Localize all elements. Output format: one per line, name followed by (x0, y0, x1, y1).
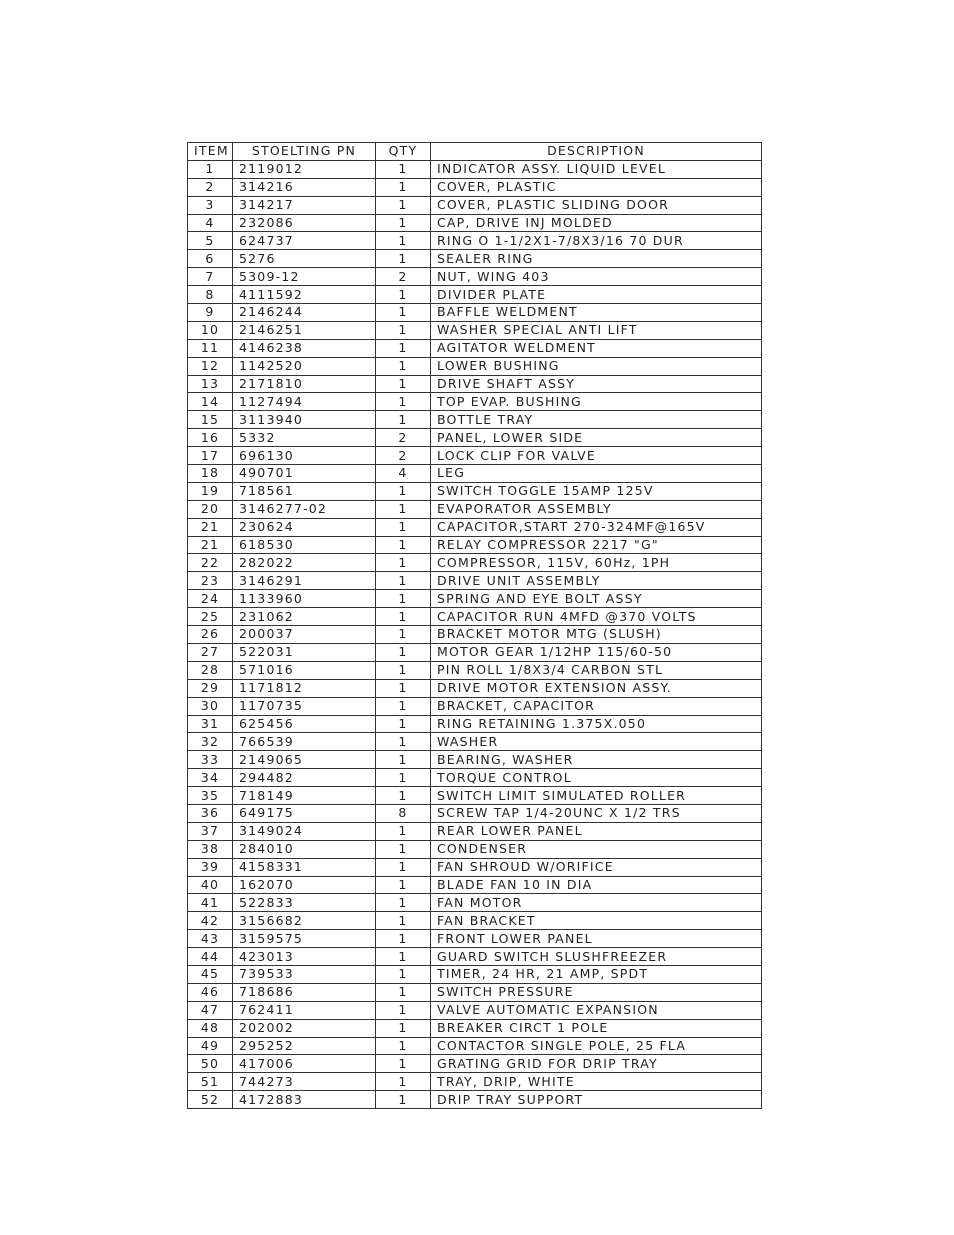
item-number-cell: 2 (188, 178, 233, 196)
quantity-cell: 1 (376, 232, 431, 250)
part-number-cell: 5332 (233, 429, 376, 447)
quantity-cell: 1 (376, 751, 431, 769)
description-cell: RELAY COMPRESSOR 2217 "G" (431, 536, 762, 554)
description-cell: TIMER, 24 HR, 21 AMP, SPDT (431, 965, 762, 983)
table-row (188, 912, 762, 930)
table-row (188, 375, 762, 393)
quantity-cell: 1 (376, 321, 431, 339)
part-number-cell: 314216 (233, 178, 376, 196)
table-row (188, 769, 762, 787)
description-cell: WASHER SPECIAL ANTI LIFT (431, 321, 762, 339)
item-number-cell: 9 (188, 304, 233, 322)
item-number-cell: 23 (188, 572, 233, 590)
table-row (188, 482, 762, 500)
part-number-cell: 522833 (233, 894, 376, 912)
item-number-cell: 13 (188, 375, 233, 393)
table-row (188, 1055, 762, 1073)
table-row (188, 339, 762, 357)
quantity-cell: 1 (376, 554, 431, 572)
description-cell: DRIP TRAY SUPPORT (431, 1091, 762, 1109)
description-cell: CONDENSER (431, 840, 762, 858)
description-cell: DRIVE UNIT ASSEMBLY (431, 572, 762, 590)
table-row (188, 268, 762, 286)
description-cell: WASHER (431, 733, 762, 751)
item-number-cell: 17 (188, 447, 233, 465)
part-number-cell: 282022 (233, 554, 376, 572)
part-number-cell: 4158331 (233, 858, 376, 876)
description-cell: CAP, DRIVE INJ MOLDED (431, 214, 762, 232)
description-cell: SEALER RING (431, 250, 762, 268)
description-cell: COVER, PLASTIC SLIDING DOOR (431, 196, 762, 214)
table-row (188, 357, 762, 375)
header-qty: QTY (376, 143, 431, 161)
table-row (188, 894, 762, 912)
description-cell: COMPRESSOR, 115V, 60Hz, 1PH (431, 554, 762, 572)
table-row (188, 429, 762, 447)
item-number-cell: 51 (188, 1073, 233, 1091)
table-row (188, 1073, 762, 1091)
part-number-cell: 3156682 (233, 912, 376, 930)
part-number-cell: 5309-12 (233, 268, 376, 286)
item-number-cell: 16 (188, 429, 233, 447)
item-number-cell: 11 (188, 339, 233, 357)
description-cell: SWITCH PRESSURE (431, 983, 762, 1001)
item-number-cell: 19 (188, 482, 233, 500)
item-number-cell: 25 (188, 608, 233, 626)
part-number-cell: 231062 (233, 608, 376, 626)
quantity-cell: 1 (376, 393, 431, 411)
part-number-cell: 624737 (233, 232, 376, 250)
table-row (188, 1037, 762, 1055)
part-number-cell: 295252 (233, 1037, 376, 1055)
item-number-cell: 45 (188, 965, 233, 983)
description-cell: SCREW TAP 1/4-20UNC X 1/2 TRS (431, 804, 762, 822)
quantity-cell: 1 (376, 518, 431, 536)
quantity-cell: 1 (376, 1001, 431, 1019)
item-number-cell: 4 (188, 214, 233, 232)
description-cell: PIN ROLL 1/8X3/4 CARBON STL (431, 661, 762, 679)
item-number-cell: 29 (188, 679, 233, 697)
quantity-cell: 1 (376, 948, 431, 966)
part-number-cell: 3149024 (233, 822, 376, 840)
quantity-cell: 1 (376, 894, 431, 912)
item-number-cell: 3 (188, 196, 233, 214)
part-number-cell: 618530 (233, 536, 376, 554)
quantity-cell: 8 (376, 804, 431, 822)
table-row (188, 1019, 762, 1037)
part-number-cell: 5276 (233, 250, 376, 268)
item-number-cell: 14 (188, 393, 233, 411)
quantity-cell: 1 (376, 572, 431, 590)
part-number-cell: 718149 (233, 787, 376, 805)
description-cell: REAR LOWER PANEL (431, 822, 762, 840)
quantity-cell: 1 (376, 858, 431, 876)
description-cell: EVAPORATOR ASSEMBLY (431, 500, 762, 518)
item-number-cell: 12 (188, 357, 233, 375)
part-number-cell: 284010 (233, 840, 376, 858)
part-number-cell: 718561 (233, 482, 376, 500)
part-number-cell: 2146244 (233, 304, 376, 322)
description-cell: BOTTLE TRAY (431, 411, 762, 429)
quantity-cell: 1 (376, 304, 431, 322)
description-cell: GRATING GRID FOR DRIP TRAY (431, 1055, 762, 1073)
quantity-cell: 1 (376, 661, 431, 679)
part-number-cell: 522031 (233, 643, 376, 661)
part-number-cell: 3113940 (233, 411, 376, 429)
table-row (188, 286, 762, 304)
table-row (188, 232, 762, 250)
table-row (188, 661, 762, 679)
part-number-cell: 571016 (233, 661, 376, 679)
description-cell: NUT, WING 403 (431, 268, 762, 286)
table-row (188, 196, 762, 214)
table-row (188, 804, 762, 822)
part-number-cell: 1171812 (233, 679, 376, 697)
item-number-cell: 44 (188, 948, 233, 966)
item-number-cell: 24 (188, 590, 233, 608)
description-cell: VALVE AUTOMATIC EXPANSION (431, 1001, 762, 1019)
part-number-cell: 4172883 (233, 1091, 376, 1109)
item-number-cell: 20 (188, 500, 233, 518)
part-number-cell: 3146291 (233, 572, 376, 590)
item-number-cell: 32 (188, 733, 233, 751)
item-number-cell: 36 (188, 804, 233, 822)
table-row (188, 840, 762, 858)
description-cell: FAN BRACKET (431, 912, 762, 930)
description-cell: SPRING AND EYE BOLT ASSY (431, 590, 762, 608)
quantity-cell: 1 (376, 876, 431, 894)
description-cell: BRACKET MOTOR MTG (SLUSH) (431, 626, 762, 644)
part-number-cell: 739533 (233, 965, 376, 983)
part-number-cell: 230624 (233, 518, 376, 536)
table-row (188, 697, 762, 715)
table-row (188, 465, 762, 483)
quantity-cell: 1 (376, 590, 431, 608)
quantity-cell: 1 (376, 643, 431, 661)
item-number-cell: 50 (188, 1055, 233, 1073)
table-row (188, 858, 762, 876)
quantity-cell: 1 (376, 697, 431, 715)
quantity-cell: 1 (376, 1055, 431, 1073)
table-row (188, 787, 762, 805)
item-number-cell: 5 (188, 232, 233, 250)
item-number-cell: 28 (188, 661, 233, 679)
part-number-cell: 200037 (233, 626, 376, 644)
table-row (188, 965, 762, 983)
part-number-cell: 718686 (233, 983, 376, 1001)
item-number-cell: 15 (188, 411, 233, 429)
item-number-cell: 1 (188, 160, 233, 178)
item-number-cell: 27 (188, 643, 233, 661)
table-row (188, 733, 762, 751)
table-body (188, 160, 762, 1108)
item-number-cell: 18 (188, 465, 233, 483)
description-cell: AGITATOR WELDMENT (431, 339, 762, 357)
description-cell: SWITCH LIMIT SIMULATED ROLLER (431, 787, 762, 805)
quantity-cell: 1 (376, 500, 431, 518)
header-item: ITEM (188, 143, 233, 161)
description-cell: FRONT LOWER PANEL (431, 930, 762, 948)
part-number-cell: 162070 (233, 876, 376, 894)
quantity-cell: 2 (376, 268, 431, 286)
item-number-cell: 46 (188, 983, 233, 1001)
description-cell: DIVIDER PLATE (431, 286, 762, 304)
description-cell: BEARING, WASHER (431, 751, 762, 769)
quantity-cell: 2 (376, 447, 431, 465)
quantity-cell: 1 (376, 536, 431, 554)
item-number-cell: 6 (188, 250, 233, 268)
item-number-cell: 40 (188, 876, 233, 894)
description-cell: BLADE FAN 10 IN DIA (431, 876, 762, 894)
item-number-cell: 31 (188, 715, 233, 733)
description-cell: PANEL, LOWER SIDE (431, 429, 762, 447)
quantity-cell: 1 (376, 160, 431, 178)
item-number-cell: 33 (188, 751, 233, 769)
header-stoelting-pn: STOELTING PN (233, 143, 376, 161)
part-number-cell: 232086 (233, 214, 376, 232)
item-number-cell: 34 (188, 769, 233, 787)
table-row (188, 214, 762, 232)
part-number-cell: 649175 (233, 804, 376, 822)
part-number-cell: 294482 (233, 769, 376, 787)
quantity-cell: 1 (376, 840, 431, 858)
description-cell: COVER, PLASTIC (431, 178, 762, 196)
table-row (188, 393, 762, 411)
table-row (188, 1001, 762, 1019)
item-number-cell: 21 (188, 536, 233, 554)
part-number-cell: 4111592 (233, 286, 376, 304)
description-cell: CONTACTOR SINGLE POLE, 25 FLA (431, 1037, 762, 1055)
quantity-cell: 1 (376, 715, 431, 733)
part-number-cell: 490701 (233, 465, 376, 483)
quantity-cell: 1 (376, 733, 431, 751)
part-number-cell: 766539 (233, 733, 376, 751)
description-cell: FAN SHROUD W/ORIFICE (431, 858, 762, 876)
item-number-cell: 37 (188, 822, 233, 840)
description-cell: LOCK CLIP FOR VALVE (431, 447, 762, 465)
part-number-cell: 1142520 (233, 357, 376, 375)
item-number-cell: 38 (188, 840, 233, 858)
quantity-cell: 1 (376, 411, 431, 429)
part-number-cell: 1170735 (233, 697, 376, 715)
table-row (188, 572, 762, 590)
quantity-cell: 1 (376, 679, 431, 697)
table-row (188, 608, 762, 626)
item-number-cell: 47 (188, 1001, 233, 1019)
description-cell: MOTOR GEAR 1/12HP 115/60-50 (431, 643, 762, 661)
part-number-cell: 696130 (233, 447, 376, 465)
description-cell: BRACKET, CAPACITOR (431, 697, 762, 715)
item-number-cell: 41 (188, 894, 233, 912)
part-number-cell: 1133960 (233, 590, 376, 608)
table-row (188, 590, 762, 608)
item-number-cell: 42 (188, 912, 233, 930)
quantity-cell: 1 (376, 930, 431, 948)
description-cell: TRAY, DRIP, WHITE (431, 1073, 762, 1091)
description-cell: DRIVE MOTOR EXTENSION ASSY. (431, 679, 762, 697)
quantity-cell: 1 (376, 822, 431, 840)
table-row (188, 715, 762, 733)
part-number-cell: 3146277-02 (233, 500, 376, 518)
item-number-cell: 49 (188, 1037, 233, 1055)
description-cell: RING RETAINING 1.375X.050 (431, 715, 762, 733)
quantity-cell: 1 (376, 912, 431, 930)
item-number-cell: 43 (188, 930, 233, 948)
table-row (188, 321, 762, 339)
part-number-cell: 2146251 (233, 321, 376, 339)
part-number-cell: 4146238 (233, 339, 376, 357)
description-cell: CAPACITOR RUN 4MFD @370 VOLTS (431, 608, 762, 626)
quantity-cell: 1 (376, 375, 431, 393)
table-row (188, 178, 762, 196)
quantity-cell: 1 (376, 357, 431, 375)
description-cell: BAFFLE WELDMENT (431, 304, 762, 322)
part-number-cell: 202002 (233, 1019, 376, 1037)
part-number-cell: 423013 (233, 948, 376, 966)
parts-list-table (187, 142, 762, 1109)
header-row (188, 143, 762, 161)
part-number-cell: 3159575 (233, 930, 376, 948)
table-header (188, 143, 762, 161)
item-number-cell: 48 (188, 1019, 233, 1037)
table-row (188, 679, 762, 697)
item-number-cell: 22 (188, 554, 233, 572)
description-cell: CAPACITOR,START 270-324MF@165V (431, 518, 762, 536)
table-row (188, 411, 762, 429)
description-cell: LEG (431, 465, 762, 483)
description-cell: LOWER BUSHING (431, 357, 762, 375)
part-number-cell: 417006 (233, 1055, 376, 1073)
description-cell: SWITCH TOGGLE 15AMP 125V (431, 482, 762, 500)
part-number-cell: 1127494 (233, 393, 376, 411)
quantity-cell: 1 (376, 250, 431, 268)
quantity-cell: 4 (376, 465, 431, 483)
part-number-cell: 762411 (233, 1001, 376, 1019)
quantity-cell: 1 (376, 1037, 431, 1055)
item-number-cell: 35 (188, 787, 233, 805)
part-number-cell: 625456 (233, 715, 376, 733)
table-row (188, 751, 762, 769)
quantity-cell: 2 (376, 429, 431, 447)
part-number-cell: 2171810 (233, 375, 376, 393)
description-cell: INDICATOR ASSY. LIQUID LEVEL (431, 160, 762, 178)
description-cell: FAN MOTOR (431, 894, 762, 912)
table-row (188, 876, 762, 894)
table-row (188, 304, 762, 322)
item-number-cell: 10 (188, 321, 233, 339)
quantity-cell: 1 (376, 178, 431, 196)
description-cell: BREAKER CIRCT 1 POLE (431, 1019, 762, 1037)
part-number-cell: 2119012 (233, 160, 376, 178)
quantity-cell: 1 (376, 626, 431, 644)
table-row (188, 822, 762, 840)
item-number-cell: 39 (188, 858, 233, 876)
header-description: DESCRIPTION (431, 143, 762, 161)
part-number-cell: 2149065 (233, 751, 376, 769)
table-row (188, 948, 762, 966)
table-row (188, 626, 762, 644)
item-number-cell: 52 (188, 1091, 233, 1109)
description-cell: TORQUE CONTROL (431, 769, 762, 787)
quantity-cell: 1 (376, 769, 431, 787)
item-number-cell: 26 (188, 626, 233, 644)
table-row (188, 160, 762, 178)
table-row (188, 500, 762, 518)
table-row (188, 643, 762, 661)
quantity-cell: 1 (376, 1073, 431, 1091)
item-number-cell: 21 (188, 518, 233, 536)
table-row (188, 554, 762, 572)
description-cell: TOP EVAP. BUSHING (431, 393, 762, 411)
quantity-cell: 1 (376, 965, 431, 983)
table-row (188, 983, 762, 1001)
quantity-cell: 1 (376, 983, 431, 1001)
table-row (188, 930, 762, 948)
item-number-cell: 30 (188, 697, 233, 715)
quantity-cell: 1 (376, 339, 431, 357)
quantity-cell: 1 (376, 196, 431, 214)
quantity-cell: 1 (376, 286, 431, 304)
part-number-cell: 314217 (233, 196, 376, 214)
table-row (188, 518, 762, 536)
description-cell: RING O 1-1/2X1-7/8X3/16 70 DUR (431, 232, 762, 250)
table-row (188, 250, 762, 268)
quantity-cell: 1 (376, 1091, 431, 1109)
description-cell: GUARD SWITCH SLUSHFREEZER (431, 948, 762, 966)
quantity-cell: 1 (376, 608, 431, 626)
part-number-cell: 744273 (233, 1073, 376, 1091)
item-number-cell: 8 (188, 286, 233, 304)
quantity-cell: 1 (376, 214, 431, 232)
quantity-cell: 1 (376, 1019, 431, 1037)
table-row (188, 447, 762, 465)
table-row (188, 1091, 762, 1109)
description-cell: DRIVE SHAFT ASSY (431, 375, 762, 393)
table-row (188, 536, 762, 554)
quantity-cell: 1 (376, 787, 431, 805)
quantity-cell: 1 (376, 482, 431, 500)
item-number-cell: 7 (188, 268, 233, 286)
